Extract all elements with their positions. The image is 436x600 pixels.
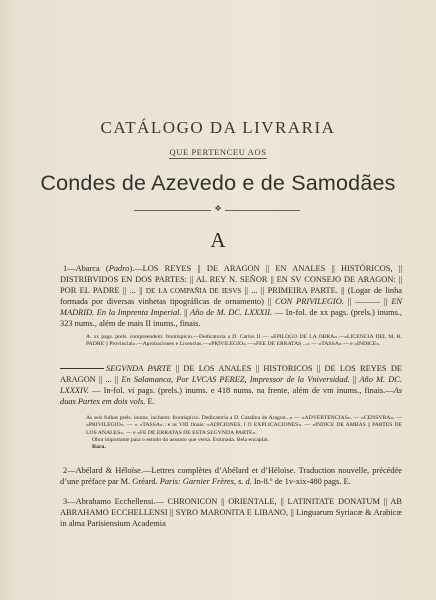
- entry-2: 2—Abélard & Héloïse.—Lettres complètes d’Abélard et d’Héloïse. Traduction nouvelle, précédée d’une préface par M. Gréard. Paris: Garnier Frères, s. d. In-8.º de 1v-xix-480 pags. E.: [60, 466, 402, 486]
- catalog-owner-title: Condes de Azevedo e de Samodães: [40, 171, 396, 195]
- ornament-icon: ❖: [0, 204, 436, 213]
- entry-1-part-2-note: As seis folhas prels. inums. incluem: frontispicio. Dedicatoria a D. Catalina de Aragon...» — «ADVERTENCIAS». — «CENSVRA». — «PRIVILEGIO». — « «TASSA».: e as VIII finais: «ADICIONES, I O EXPLICACIONES». — «INDICE DE AMBAS || PARTES DE LOS ANALES». — e «FE DE ERRATAS DE ESTA SEGVNDA PARTE». Obra importante para o estudo do assunto que versa. Estimada. Bela encaplar. Rara.: [86, 415, 402, 451]
- entry-3: 3—Abrahamo Ecchellensi.— CHRONICON || ORIENTALE, || LATINITATE DONATUM || AB ABRAHAMO ECCHELLENSI || SYRO MARONITA E LIBANO, || Linguarum Syriacæ & Arabicæ in alma Parisiensium Academia: [60, 497, 402, 528]
- entry-1-part-2: SEGVNDA PARTE || DE LOS ANALES || HISTORICOS || DE LOS REYES DE ARAGON || ... || En Salamanca, Por LVCAS PEREZ, Impressor de la Vniversidad. || Año M. DC. LXXXIV. — In-fol. vi pags. (prels.) inums. e 418 nums. na frente, além de vm inums., finais.—As duas Partes em dois vols. E.: [60, 364, 402, 406]
- catalog-title: CATÁLOGO DA LIVRARIA: [100, 118, 336, 137]
- entry-1-note: A. xx pags. prels. compreendem: frontispicio.—Dedicatoria a D. Carlos II — «EPILOGO DE LA OBRA».—«LICENCIA DEL M. R. PADRE || Provincial».—Aprobaciones e Licencias.—«PRIVILEGIO».—«FEE DE ERRATAS ...» — «TASSA».— e «INDICE».: [86, 334, 402, 348]
- section-letter: A: [210, 228, 226, 252]
- entry-1: 1—Abarca (Padro).—LOS REYES || DE ARAGON || EN ANALES || HISTÓRICOS, || DISTRIBVIDOS EN DOS PARTES: || AL REY N. SEÑOR || EN SV CONSEJO DE ARAGON: || POR EL PADRE || ... || DE LA COMPAÑIA DE IESVS || ... || PRIMEIRA PARTE. || (Logar de linha formada por diversas vinhetas tipográficas de ornamento) || CON PRIVILEGIO. || ——— || EN MADRID. En la Imprenta Imperial. || Año de M. DC. LXXXII. — In-fol. de xx pags. (prels.) inums., 323 nums., além de mais II inums., finais.: [60, 264, 403, 328]
- catalog-subtitle: [0, 147, 436, 159]
- catalog-subtitle-text: QUE PERTENCEU AOS: [169, 147, 267, 157]
